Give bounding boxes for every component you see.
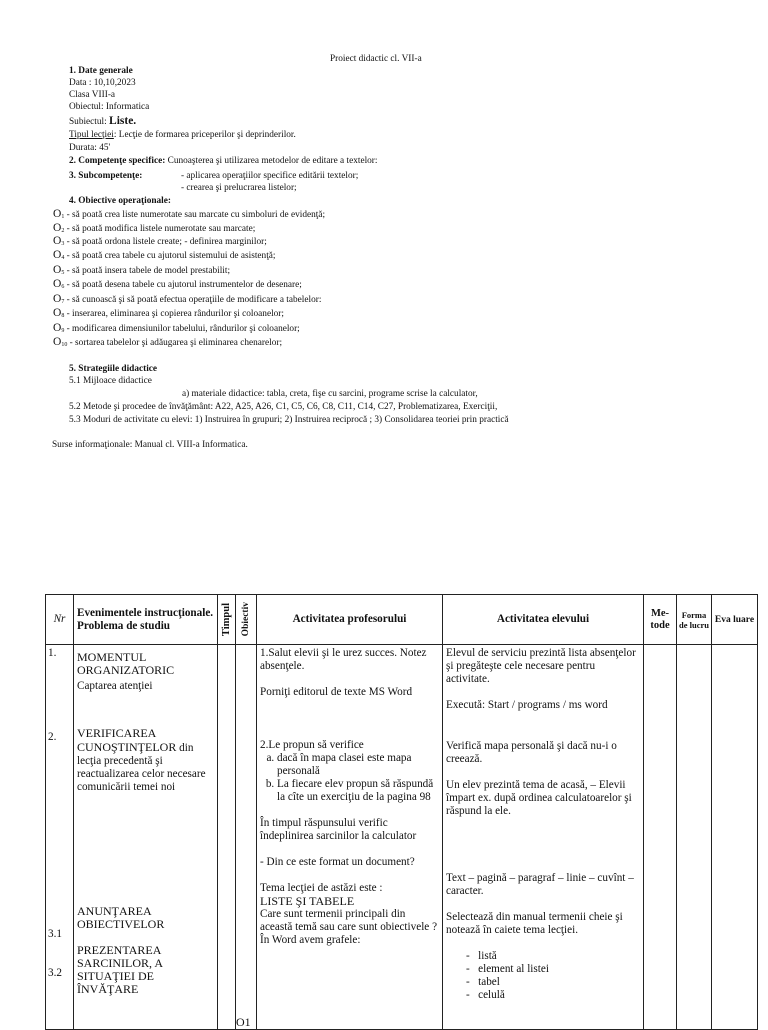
subject-object-line: Obiectul: Informatica [69, 102, 150, 112]
objectives-heading: 4. Obiective operaţionale: [69, 196, 171, 206]
header-nr: Nr [46, 595, 74, 645]
strategy-5-1: 5.1 Mijloace didactice [69, 376, 152, 386]
student-activity-column: Elevul de serviciu prezintă lista absenţelor şi pregăteşte cele necesare pentru activitate. Execută: Start / programs / ms word Verifică mapa personală şi dacă nu-i o creează. Un elev prezintă tema de acasă, – Elevii împart ex. după ordinea calculatoarelor şi răspund la ele. Text – pagină – paragraf – linie – cuvînt – caracter. Selectează din manual termenii cheie şi notează în caiete tema lecţiei. - listă - element al listei - tabel - celulă [443, 645, 644, 1030]
strategy-5-2: 5.2 Metode şi procedee de învăţământ: A22, A25, A26, C1, C5, C6, C8, C11, C14, C27, Problematizarea, Exerciţii, [69, 402, 498, 412]
objective-item: O2 - să poată modifica listele numerotate sau marcate; [53, 222, 256, 234]
topic-label: Subiectul: [69, 117, 110, 127]
subcompetence-2: - crearea şi prelucrarea listelor; [181, 183, 297, 193]
time-column [218, 645, 236, 1030]
events-column [74, 645, 218, 1030]
event-tasks: PREZENTAREA SARCINILOR, A SITUAŢIEI DE ÎNVĂŢARE [77, 943, 163, 996]
header-objective: Obiectiv [236, 595, 257, 645]
lesson-type-label: Tipul lecţiei [69, 130, 114, 140]
objective-item: O7 - să cunoască şi să poată efectua operaţiile de modificare a tabelelor: [53, 293, 322, 305]
objective-item: O10 - sortarea tabelelor şi adăugarea şi eliminarea chenarelor; [53, 336, 283, 348]
header-student-activity: Activitatea elevului [443, 595, 644, 645]
work-form-column [677, 645, 712, 1030]
competences-label: 2. Competenţe specifice: [69, 156, 166, 166]
date-line: Data : 10,10,2023 [69, 78, 136, 88]
class-line: Clasa VIII-a [69, 90, 116, 100]
verification-list: a. dacă în mapa clasei este mapa personală b. La fiecare elev propun să răspundă la cîte un exerciţiu de la pagina 98 [260, 752, 439, 804]
objective-item: O5 - să poată insera tabele de model prestabilit; [53, 264, 231, 276]
event-attention: Captarea atenţiei [77, 680, 153, 692]
duration-line: Durata: 45' [69, 143, 111, 153]
objective-item: O1 - să poată crea liste numerotate sau marcate cu simboluri de evidenţă; [53, 208, 326, 220]
document-title: Proiect didactic cl. VII-a [330, 54, 422, 64]
sources-line: Surse informaţionale: Manual cl. VIII-a Informatica. [52, 440, 248, 450]
general-heading: 1. Date generale [69, 66, 133, 76]
objective-item: O9 - modificarea dimensiunilor tabelului, rândurilor şi coloanelor; [53, 322, 300, 334]
objective-item: O8 - inserarea, eliminarea şi copierea rândurilor şi coloanelor; [53, 307, 284, 319]
subcompetence-1: - aplicarea operaţiilor specifice editării textelor; [181, 171, 359, 181]
event-organizational: MOMENTUL ORGANIZATORIC [77, 650, 175, 677]
objective-column [236, 645, 257, 1030]
lesson-plan-table [45, 594, 758, 1030]
topic-value: Liste. [109, 115, 137, 127]
header-methods: Me-tode [644, 595, 677, 645]
objective-item: O6 - să poată desena tabele cu ajutorul instrumentelor de desenare; [53, 278, 302, 290]
lesson-type-line [69, 130, 296, 140]
strategy-5-3: 5.3 Moduri de activitate cu elevi: 1) Instruirea în grupuri; 2) Instruirea reciprocă ; 3) Consolidarea teoriei prin practică [69, 415, 509, 425]
strategy-5-1-a: a) materiale didactice: tabla, creta, fişe cu sarcini, programe scrise la calculator, [182, 389, 478, 399]
subcompetences-label: 3. Subcompetenţe: [69, 171, 143, 181]
table-header-row [46, 595, 758, 645]
header-events: Evenimentele instrucţionale. Problema de studiu [74, 595, 218, 645]
topic-line [69, 116, 136, 127]
header-time: Timpul [218, 595, 236, 645]
table-row [46, 645, 758, 1030]
header-evaluation: Eva luare [712, 595, 758, 645]
objective-item: O3 - să poată ordona listele create; - definirea marginilor; [53, 235, 267, 247]
evaluation-column [712, 645, 758, 1030]
objective-item: O4 - să poată crea tabele cu ajutorul sistemului de asistenţă; [53, 249, 276, 261]
methods-column [644, 645, 677, 1030]
strategies-heading: 5. Strategiile didactice [69, 364, 158, 374]
nr-column: 1. 2. 3.1 3.2 [46, 645, 74, 1030]
header-teacher-activity: Activitatea profesorului [257, 595, 443, 645]
objective-o1: O1 [236, 1015, 251, 1029]
key-terms-list: - listă - element al listei - tabel - celulă [446, 950, 640, 1002]
teacher-activity-column: 1.Salut elevii şi le urez succes. Notez absenţele. Porniţi editorul de texte MS Word 2.Le propun să verifice a. dacă în mapa clasei este mapa personală b. La fiecare elev propun să răspundă la cîte un exerciţiu de la pagina 98 În timpul răspunsului verific îndeplinirea sarcinilor la calculator - Din ce este format un document? Tema lecţiei de astăzi este : LISTE ŞI TABELE Care sunt termenii principali din această temă sau care sunt obiectivele ? În Word avem grafele: [257, 645, 443, 1030]
event-objectives: ANUNŢAREA OBIECTIVELOR [77, 904, 165, 931]
event-verification: VERIFICAREA CUNOŞTINŢELOR din lecţia precedentă şi reactualizarea celor necesare comunicării temei noi [77, 726, 206, 793]
competences-value: Cunoaşterea şi utilizarea metodelor de editare a textelor: [165, 156, 378, 166]
lesson-type-value: : Lecţie de formarea priceperilor şi deprinderilor. [113, 130, 296, 140]
competences-line [69, 156, 377, 166]
header-work-form: Forma de lucru [677, 595, 712, 645]
